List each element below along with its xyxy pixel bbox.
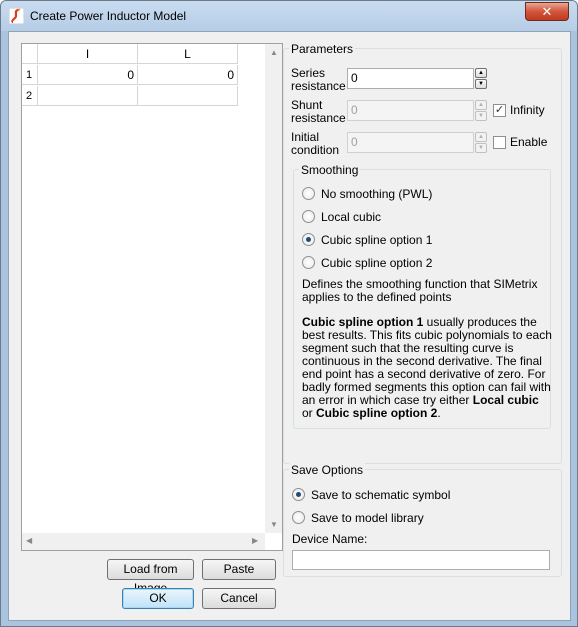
dialog-body	[8, 31, 571, 621]
smoothing-description-line: Defines the smoothing function that SIMetrix	[302, 277, 538, 291]
grid-corner	[22, 44, 38, 64]
initial-condition-label-line2: condition	[291, 143, 340, 157]
smoothing-radio-local-cubic[interactable]	[302, 210, 315, 223]
scroll-up-icon[interactable]: ▲	[270, 48, 278, 57]
infinity-checkbox[interactable]	[493, 104, 506, 117]
cancel-button[interactable]: Cancel	[202, 588, 276, 609]
spin-down-icon[interactable]: ▼	[475, 79, 487, 89]
smoothing-description-line: applies to the defined points	[302, 290, 452, 304]
smoothing-radio-cubic-spline-1[interactable]	[302, 233, 315, 246]
help-line: usually produces the	[423, 315, 537, 329]
help-bold-option-name: Local cubic	[472, 393, 539, 407]
save-radio-model-library[interactable]	[292, 511, 305, 524]
horizontal-scrollbar[interactable]	[22, 533, 265, 550]
help-line: end point has a second derivative of zero. For	[302, 367, 546, 381]
smoothing-option-cubic-spline-1[interactable]: Cubic spline option 1	[321, 233, 433, 247]
shunt-resistance-input: 0	[347, 100, 474, 121]
smoothing-option-no-smoothing[interactable]: No smoothing (PWL)	[321, 187, 433, 201]
infinity-checkbox-label[interactable]: Infinity	[510, 103, 545, 117]
enable-checkbox-label[interactable]: Enable	[510, 135, 548, 149]
device-name-label: Device Name:	[292, 532, 368, 546]
checkmark-icon: ✓	[494, 104, 505, 116]
simetrix-app-icon	[9, 8, 24, 24]
smoothing-option-local-cubic[interactable]: Local cubic	[321, 210, 382, 224]
spin-up-icon[interactable]: ▲	[475, 68, 487, 78]
series-resistance-label-line2: resistance	[291, 79, 346, 93]
save-option-schematic-symbol[interactable]: Save to schematic symbol	[311, 488, 451, 502]
scroll-right-icon[interactable]: ▶	[252, 536, 259, 545]
save-option-model-library[interactable]: Save to model library	[311, 511, 424, 525]
close-icon: ✕	[541, 4, 553, 19]
smoothing-group-title: Smoothing	[301, 163, 359, 177]
shunt-resistance-label-line1: Shunt	[291, 98, 323, 112]
smoothing-help-text	[302, 316, 552, 420]
initial-condition-label	[291, 131, 339, 157]
row-header-1[interactable]: 1	[22, 65, 38, 85]
help-line: an error in which case try either	[302, 393, 473, 407]
load-from-image-button[interactable]: Load from	[107, 559, 194, 580]
series-resistance-input[interactable]: 0	[347, 68, 474, 89]
smoothing-radio-no-smoothing[interactable]	[302, 187, 315, 200]
grid-cell-i-1[interactable]: 0	[38, 65, 138, 85]
title-bar[interactable]	[1, 1, 577, 31]
grid-cell-l-2[interactable]	[138, 86, 238, 106]
help-line: .	[437, 406, 441, 420]
column-header-l[interactable]: L	[138, 44, 238, 64]
paste-button[interactable]: Paste	[202, 559, 276, 580]
grid-cell-l-1[interactable]: 0	[138, 65, 238, 85]
series-resistance-spinner[interactable]	[475, 68, 487, 89]
help-bold-option-name: Cubic spline option 1	[302, 315, 424, 329]
grid-cell-i-2[interactable]	[38, 86, 138, 106]
vertical-scrollbar[interactable]	[265, 44, 282, 533]
help-line: continuous in the second derivative. The final	[302, 354, 542, 368]
help-line: badly formed segments this option can fail with	[302, 380, 551, 394]
shunt-resistance-label-line2: resistance	[291, 111, 346, 125]
initial-condition-label-line1: Initial	[291, 130, 320, 144]
spin-up-icon: ▲	[475, 132, 487, 142]
smoothing-radio-cubic-spline-2[interactable]	[302, 256, 315, 269]
ok-button[interactable]: OK	[122, 588, 194, 609]
smoothing-description	[302, 278, 537, 304]
series-resistance-label	[291, 67, 346, 93]
shunt-resistance-spinner	[475, 100, 487, 121]
help-bold-option-name: Cubic spline option 2	[316, 406, 438, 420]
smoothing-option-cubic-spline-2[interactable]: Cubic spline option 2	[321, 256, 433, 270]
initial-condition-input: 0	[347, 132, 474, 153]
column-header-i[interactable]: I	[38, 44, 138, 64]
spin-down-icon: ▼	[475, 111, 487, 121]
initial-condition-spinner	[475, 132, 487, 153]
help-line: segment such that the resulting curve is	[302, 341, 514, 355]
close-button[interactable]	[525, 2, 569, 21]
spin-down-icon: ▼	[475, 143, 487, 153]
shunt-resistance-label	[291, 99, 346, 125]
device-name-input[interactable]	[292, 550, 550, 570]
scroll-down-icon[interactable]: ▼	[270, 520, 278, 529]
series-resistance-label-line1: Series	[291, 66, 326, 80]
save-options-group-title: Save Options	[291, 463, 364, 477]
data-grid[interactable]	[21, 43, 283, 551]
spin-up-icon: ▲	[475, 100, 487, 110]
scroll-left-icon[interactable]: ◀	[26, 536, 33, 545]
parameters-group-title: Parameters	[291, 42, 354, 56]
window-title: Create Power Inductor Model	[30, 9, 187, 23]
help-line: or	[302, 406, 317, 420]
enable-checkbox[interactable]	[493, 136, 506, 149]
row-header-2[interactable]: 2	[22, 86, 38, 106]
save-radio-schematic-symbol[interactable]	[292, 488, 305, 501]
help-line: best results. This fits cubic polynomials to each	[302, 328, 552, 342]
